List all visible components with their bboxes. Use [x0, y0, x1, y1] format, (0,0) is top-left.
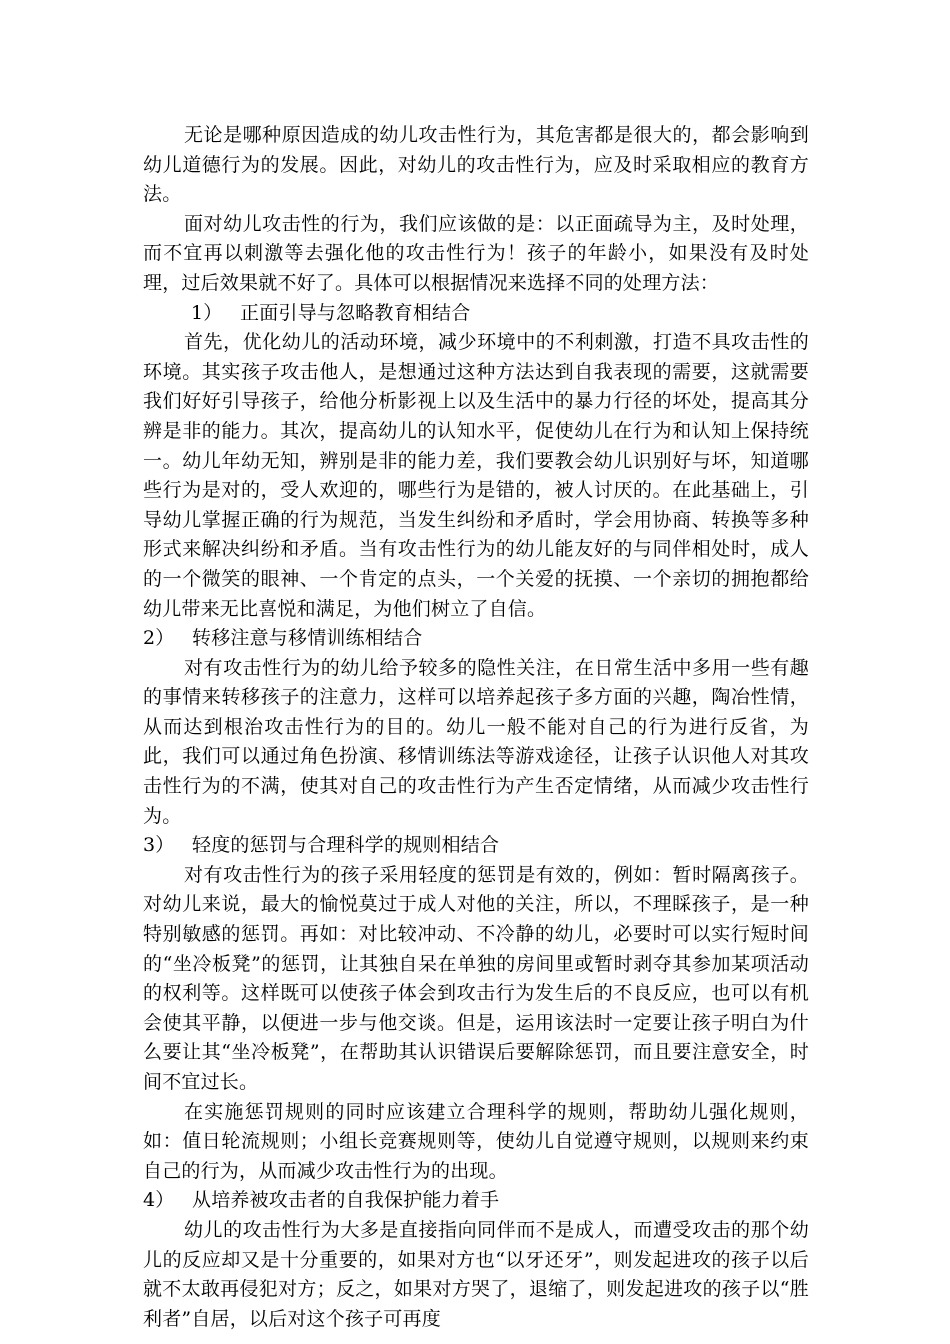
- section-title: 轻度的惩罚与合理科学的规则相结合: [192, 834, 500, 857]
- section-heading-3: [143, 831, 809, 861]
- section-heading-2: [143, 624, 809, 654]
- section-number: 2）: [143, 627, 175, 650]
- paragraph-section-4: 幼儿的攻击性行为大多是直接指向同伴而不是成人，而遭受攻击的那个幼儿的反应却又是十分重要的，如果对方也“以牙还牙”，则发起进攻的孩子以后就不太敢再侵犯对方；反之，如果对方哭了，退缩了，则发起进攻的孩子以“胜利者”自居，以后对这个孩子可再度: [143, 1218, 809, 1330]
- section-title: 转移注意与移情训练相结合: [192, 627, 423, 650]
- section-title: 正面引导与忽略教育相结合: [240, 301, 471, 324]
- paragraph-section-1: 首先，优化幼儿的活动环境，减少环境中的不利刺激，打造不具攻击性的环境。其实孩子攻击他人，是想通过这种方法达到自我表现的需要，这就需要我们好好引导孩子，给他分析影视上以及生活中的暴力行径的坏处，提高其分辨是非的能力。其次，提高幼儿的认知水平，促使幼儿在行为和认知上保持统一。幼儿年幼无知，辨别是非的能力差，我们要教会幼儿识别好与坏，知道哪些行为是对的，受人欢迎的，哪些行为是错的，被人讨厌的。在此基础上，引导幼儿掌握正确的行为规范，当发生纠纷和矛盾时，学会用协商、转换等多种形式来解决纠纷和矛盾。当有攻击性行为的幼儿能友好的与同伴相处时，成人的一个微笑的眼神、一个肯定的点头，一个关爱的抚摸、一个亲切的拥抱都给幼儿带来无比喜悦和满足，为他们树立了自信。: [143, 331, 809, 620]
- section-number: 1）: [191, 301, 223, 324]
- document-body: [143, 121, 809, 1334]
- section-number: 4）: [143, 1189, 175, 1212]
- section-title: 从培养被攻击者的自我保护能力着手: [192, 1189, 500, 1212]
- paragraph-section-3b: 在实施惩罚规则的同时应该建立合理科学的规则，帮助幼儿强化规则，如：值日轮流规则；小组长竞赛规则等，使幼儿自觉遵守规则，以规则来约束自己的行为，从而减少攻击性行为的出现。: [143, 1100, 809, 1182]
- paragraph-section-2: 对有攻击性行为的幼儿给予较多的隐性关注，在日常生活中多用一些有趣的事情来转移孩子的注意力，这样可以培养起孩子多方面的兴趣，陶冶性情，从而达到根治攻击性行为的目的。幼儿一般不能对自己的行为进行反省，为此，我们可以通过角色扮演、移情训练法等游戏途径，让孩子认识他人对其攻击性行为的不满，使其对自己的攻击性行为产生否定情绪，从而减少攻击性行为。: [143, 656, 809, 827]
- paragraph-intro: 无论是哪种原因造成的幼儿攻击性行为，其危害都是很大的，都会影响到幼儿道德行为的发展。因此，对幼儿的攻击性行为，应及时采取相应的教育方法。: [143, 124, 809, 206]
- section-number: 3）: [143, 834, 175, 857]
- paragraph-section-3a: 对有攻击性行为的孩子采用轻度的惩罚是有效的，例如：暂时隔离孩子。对幼儿来说，最大的愉悦莫过于成人对他的关注，所以，不理睬孩子，是一种特别敏感的惩罚。再如：对比较冲动、不冷静的幼儿，必要时可以实行短时间的“坐冷板凳”的惩罚，让其独自呆在单独的房间里或暂时剥夺其参加某项活动的权利等。这样既可以使孩子体会到攻击行为发生后的不良反应，也可以有机会使其平静，以便进一步与他交谈。但是，运用该法时一定要让孩子明白为什么要让其“坐冷板凳”，在帮助其认识错误后要解除惩罚，而且要注意安全，时间不宜过长。: [143, 863, 809, 1093]
- paragraph-approach: 面对幼儿攻击性的行为，我们应该做的是：以正面疏导为主，及时处理，而不宜再以刺激等去强化他的攻击性行为！孩子的年龄小，如果没有及时处理，过后效果就不好了。具体可以根据情况来选择不同的处理方法：: [143, 212, 809, 294]
- section-heading-1: [143, 299, 809, 329]
- section-heading-4: [143, 1186, 809, 1216]
